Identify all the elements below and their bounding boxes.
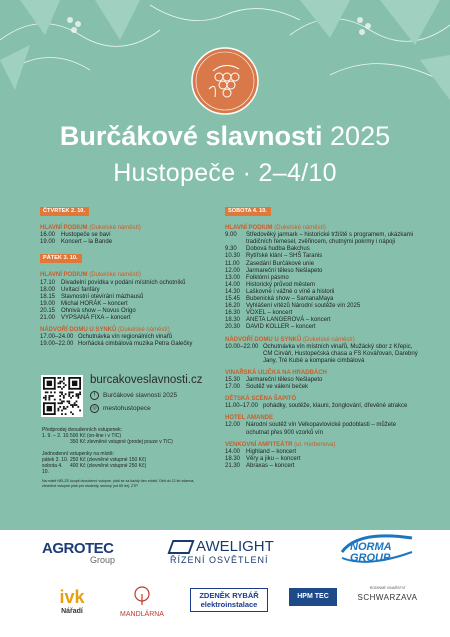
program-event: VYPSANÁ FIXA – koncert (61, 315, 131, 322)
venue-header: HOTEL AMANDE (225, 415, 273, 422)
program-item (40, 308, 218, 315)
venue-header: NÁDVOŘÍ DOMU U SYNKŮ (Dukelské náměstí) (40, 327, 170, 334)
festival-location-dates: Hustopeče · 2–4/10 (113, 159, 337, 187)
program-time: 9.00 (225, 232, 237, 239)
festival-title: Burčákové slavnosti 2025 (59, 121, 391, 151)
program-time: 14.30 (225, 288, 241, 295)
program-event: Jarmareční těleso Nešlapeto (246, 376, 323, 383)
venue-header: HLAVNÍ PODIUM (Dukelské náměstí) (40, 272, 141, 279)
program-event: Highland – koncert (246, 448, 297, 455)
program-time: 14.00 (225, 281, 241, 288)
program-time: 17.00 (225, 384, 241, 391)
logo-agrotec[interactable]: AGROTEC Group (42, 540, 116, 565)
venue-header: VINAŘSKÁ ULIČKA NA HRADBÁCH (225, 369, 327, 376)
program-time: 19.00–22.00 (40, 341, 74, 348)
program-time: 18.15 (40, 293, 56, 300)
program-event: Jarmareční těleso Nešlapeto (246, 267, 323, 274)
program-time: 17.00–24.00 (40, 334, 74, 341)
program-item (40, 280, 218, 287)
program-event: Laškovné i vážné o víně a historii (246, 288, 335, 295)
program-time: 10.30 (225, 253, 241, 260)
program-item (40, 334, 218, 341)
logo-norma-group[interactable]: NORMA GROUP (338, 530, 416, 570)
awelight-mark-icon (167, 540, 194, 554)
program-event: Ohnivá show – Novus Origo (61, 307, 136, 314)
program-event: Koncert – la Bande (61, 239, 113, 246)
program-item (225, 275, 420, 282)
program-event: Ochutnávka vín místních vinařů, Mužácký sbor z Křepic, CM Cirváň, Hustopečská chasa a FS Kovářovan, Darebný Jany, Tré Kubé a kompanie cimbálová (263, 343, 418, 364)
program-time: 18.00 (40, 286, 56, 293)
tree-icon (132, 586, 152, 606)
program-time: 19.00 (40, 300, 56, 307)
instagram-link[interactable]: ◎ mestohustopece (90, 404, 250, 413)
instagram-icon: ◎ (90, 404, 99, 413)
program-event: Horňácká cimbálová muzika Petra Galečky (78, 341, 193, 348)
program-event: Vyhlášení vítězů Národní soutěže vín 2025 (246, 303, 361, 310)
logo-ivk[interactable]: ivk Nářadí (59, 587, 85, 615)
program-event: Středověký jarmark – historické tržiště s programem, ukázkami tradičních řemesel, zvěřincem, chutnými pokrmy i nápoji (246, 232, 414, 246)
program-time: 19.00 (40, 239, 56, 246)
program-item (225, 232, 420, 246)
program-time: 16.00 (40, 232, 56, 239)
program-time: 14.00 (225, 448, 241, 455)
program-event: pohádky, soutěže, klauni, žonglování, dřevěné atrakce (263, 403, 408, 410)
program-event: Divadelní povídka v podání místních ochotníků (61, 279, 186, 286)
program-time: 16.30 (225, 310, 241, 317)
program-event: Dobová hudba Bakchus (246, 246, 310, 253)
ticket-info: Předprodej dvoudenních vstupenek: 1. 9. – 2. 10. 500 Kč (on-line i v TIC) 350 Kč zlevněné vstupné (prodej pouze v TIC) Jednodenní vstupenky na místě: pátek 3. 10. 250 Kč (zlevněné vstupné 150 Kč) sobota 4. 10. 400 Kč (zlevněné vstupné 250 Kč) Na místě NELZE koupit dvoudenní vstupné, platí se za každý den zvlášť. Děti do 12 let zdarma, zlevněné vstupné platí pro studenty, seniory (od 65 let), ZTP. (42, 427, 195, 488)
program-item (40, 232, 218, 239)
day-header: SOBOTA 4. 10. (225, 207, 271, 216)
program-event: ANETA LANGEROVÁ – koncert (246, 317, 331, 324)
logo-mandlarna[interactable]: MANDLÁRNA (112, 586, 172, 618)
day-header: ČTVRTEK 2. 10. (40, 207, 89, 216)
program-event: VOXEL – koncert (246, 310, 293, 317)
program-time: 21.30 (225, 462, 241, 469)
program-event: Rytířské klání – SHŠ Taranis (246, 253, 323, 260)
program-item (225, 324, 420, 331)
program-time: 15.30 (225, 376, 241, 383)
program-item (40, 287, 218, 294)
program-time: 17.10 (40, 279, 56, 286)
program-time: 18.30 (225, 455, 241, 462)
program-event: Bubenická show – SamanaMaya (246, 296, 334, 303)
program-item (40, 341, 218, 348)
program-item (40, 301, 218, 308)
program-item (225, 268, 420, 275)
program-event: Hustopeče se baví (61, 232, 111, 239)
program-time: 11.00 (225, 260, 240, 267)
program-time: 10.00–22.00 (225, 343, 259, 350)
program-left-column (40, 205, 218, 348)
program-event: Uvítací fanfáry (61, 286, 100, 293)
logo-awelight[interactable]: AWELIGHT ŘÍZENÍ OSVĚTLENÍ (170, 538, 290, 565)
program-item (225, 449, 420, 456)
program-item (225, 422, 420, 436)
venue-header: NÁDVOŘÍ DOMU U SYNKŮ (Dukelské náměstí) (225, 336, 355, 343)
program-item (225, 253, 420, 260)
program-item (40, 315, 218, 322)
program-event: Folklórní pásmo (246, 274, 289, 281)
venue-header: HLAVNÍ PODIUM (Dukelské náměstí) (225, 225, 326, 232)
program-item (225, 289, 420, 296)
facebook-icon: f (90, 391, 99, 400)
program-event: Ochutnávka vín regionálních vinařů (78, 334, 173, 341)
program-time: 20.15 (40, 307, 56, 314)
program-time: 20.30 (225, 324, 241, 331)
program-time: 9.30 (225, 246, 237, 253)
program-event: Věry a jiku – koncert (246, 455, 301, 462)
program-item (225, 463, 420, 470)
program-item (225, 377, 420, 384)
logo-hpm-tec[interactable]: HPM TEC (289, 588, 337, 606)
qr-code[interactable] (41, 375, 83, 417)
website-link[interactable]: burcakoveslavnosti.cz (90, 374, 203, 386)
venue-header: DĚTSKÁ SCÉNA ŠAPITÓ (225, 396, 297, 403)
program-item (225, 384, 420, 391)
program-time: 13.00 (225, 274, 241, 281)
program-time: 16.20 (225, 303, 241, 310)
program-event: Zasedání Burčákové unie (246, 260, 315, 267)
program-time: 12.00 (225, 267, 241, 274)
program-item (225, 261, 420, 268)
program-time: 12.00 (225, 422, 241, 429)
program-item (225, 317, 420, 324)
program-item (225, 456, 420, 463)
contact-block (90, 373, 250, 413)
venue-header: HLAVNÍ PODIUM (Dukelské náměstí) (40, 225, 141, 232)
program-time: 15.45 (225, 296, 241, 303)
program-item (225, 344, 420, 365)
program-event: Abraxas – koncert (246, 462, 295, 469)
logo-schwarzava[interactable]: RODINNÉ VINAŘSTVÍ SCHWARZAVA (357, 586, 418, 602)
grape-emblem-icon (189, 45, 261, 117)
program-time: 21.00 (40, 315, 56, 322)
program-time: 18.30 (225, 317, 241, 324)
program-time: 11.00–17.00 (225, 403, 258, 410)
logo-zdenek-rybar[interactable]: ZDENĚK RYBÁŘ elektroinstalace (190, 588, 268, 612)
program-event: Michal HORÁK – koncert (61, 300, 128, 307)
program-item (225, 282, 420, 289)
program-event: DAVID KOLLER – koncert (246, 324, 316, 331)
program-item (225, 403, 420, 410)
program-right-column (225, 205, 420, 470)
program-event: Slavnostní otevírání mázhausů (61, 293, 144, 300)
facebook-link[interactable]: f Burčákové slavnosti 2025 (90, 391, 250, 400)
program-event: Historický průvod městem (246, 281, 316, 288)
program-item (40, 294, 218, 301)
day-header: PÁTEK 3. 10. (40, 254, 82, 263)
program-event: Národní soutěž vín Velkopavlovické podoblasti – můžete ochutnat přes 900 vzorků vín (246, 422, 397, 436)
program-item (225, 303, 420, 310)
sponsor-logos (0, 530, 450, 637)
program-item (40, 239, 218, 246)
venue-header: VENKOVNÍ AMFITEÁTR (ul. Herbenova) (225, 441, 336, 448)
program-event: Soutěž ve válení beček (246, 384, 309, 391)
